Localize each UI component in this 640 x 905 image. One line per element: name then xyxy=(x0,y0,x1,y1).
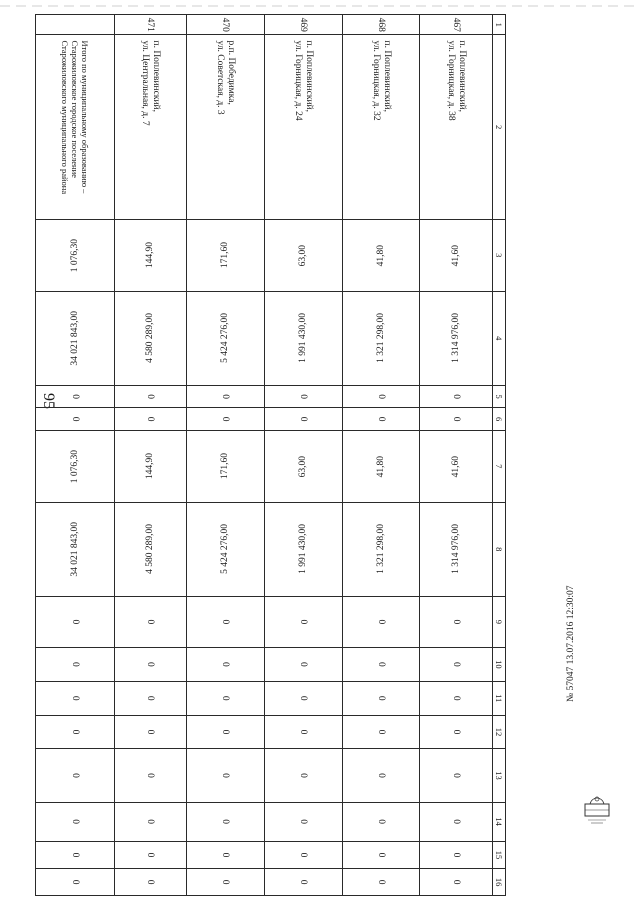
area-value: 171,60 xyxy=(220,242,231,269)
page-number: 95 xyxy=(40,393,57,409)
cell-c10: 0 xyxy=(36,648,115,682)
cell-c9: 0 xyxy=(187,596,265,647)
cost-cell xyxy=(420,291,493,385)
address-line-1: р.п. Победимка, xyxy=(226,40,237,105)
area-cell xyxy=(420,219,493,291)
area-cell xyxy=(265,219,343,291)
address-line-2: ул. Советская, д. 3 xyxy=(215,40,226,115)
cell-c13: 0 xyxy=(187,749,265,802)
cost-cell xyxy=(420,502,493,596)
table-row xyxy=(420,15,493,896)
address-line-2: ул. Горницкая, д. 32 xyxy=(371,40,381,121)
column-number-12: 12 xyxy=(493,715,506,749)
cell-c16: 0 xyxy=(187,869,265,896)
cell-c15: 0 xyxy=(187,841,265,869)
area-value: 41,80 xyxy=(376,244,386,266)
cell-c6: 0 xyxy=(36,408,115,431)
table-row xyxy=(115,15,187,896)
table-row xyxy=(265,15,343,896)
column-number-4: 4 xyxy=(493,291,506,385)
cell-c16: 0 xyxy=(36,869,115,896)
cell-c10: 0 xyxy=(343,648,420,682)
area-cell xyxy=(115,219,187,291)
cost-cell xyxy=(187,502,265,596)
cell-c12: 0 xyxy=(36,715,115,749)
cell-c12: 0 xyxy=(343,715,420,749)
column-number-6: 6 xyxy=(493,408,506,431)
column-number-1: 1 xyxy=(493,15,506,35)
area-value: 63,00 xyxy=(298,455,309,477)
address-line-2: ул. Горницкая, д. 24 xyxy=(293,40,304,121)
cell-c13: 0 xyxy=(115,749,187,802)
publisher-stamp-icon xyxy=(582,790,612,826)
cell-c5: 0 xyxy=(265,385,343,408)
cost-value: 1 991 430,00 xyxy=(298,524,309,575)
cell-c12: 0 xyxy=(265,715,343,749)
cell-c16: 0 xyxy=(343,869,420,896)
document-table-rotated xyxy=(57,14,506,896)
total-cost-value: 34 021 843,00 xyxy=(70,521,80,577)
area-value: 171,60 xyxy=(220,453,231,480)
cost-cell xyxy=(36,502,115,596)
scan-edge-line xyxy=(0,3,640,9)
table-header-row xyxy=(493,15,506,896)
cell-c15: 0 xyxy=(36,841,115,869)
area-cell xyxy=(265,430,343,502)
cost-cell xyxy=(36,291,115,385)
cell-c9: 0 xyxy=(265,596,343,647)
total-label: Итого по муниципальному образованию – Старожиловское городское поселение Старожиловского муниципального района xyxy=(36,35,115,219)
cell-c9: 0 xyxy=(343,596,420,647)
cell-c13: 0 xyxy=(420,749,493,802)
row-number: 468 xyxy=(343,15,420,35)
cell-c16: 0 xyxy=(265,869,343,896)
total-area-value: 1 076,30 xyxy=(70,238,80,272)
cell-c5: 0 xyxy=(187,385,265,408)
address-cell xyxy=(265,35,343,219)
area-cell xyxy=(36,219,115,291)
row-number: 470 xyxy=(187,15,265,35)
cell-c16: 0 xyxy=(115,869,187,896)
renovation-table xyxy=(35,14,506,896)
cell-c6: 0 xyxy=(343,408,420,431)
address-cell xyxy=(187,35,265,219)
address-line-1: п. Поплевинский, xyxy=(457,40,467,112)
cell-c10: 0 xyxy=(187,648,265,682)
cell-c14: 0 xyxy=(115,802,187,841)
column-number-13: 13 xyxy=(493,749,506,802)
address-line-1: п. Поплевинский, xyxy=(304,40,315,112)
cell-c6: 0 xyxy=(115,408,187,431)
cell-c10: 0 xyxy=(265,648,343,682)
cell-c5: 0 xyxy=(36,385,115,408)
column-number-5: 5 xyxy=(493,385,506,408)
cost-value: 1 991 430,00 xyxy=(298,313,309,364)
cell-c6: 0 xyxy=(265,408,343,431)
area-value: 41,60 xyxy=(451,455,461,477)
area-value: 144,90 xyxy=(145,242,156,269)
area-cell xyxy=(343,219,420,291)
column-number-16: 16 xyxy=(493,869,506,896)
cell-c11: 0 xyxy=(36,681,115,715)
cell-c6: 0 xyxy=(420,408,493,431)
column-number-14: 14 xyxy=(493,802,506,841)
column-number-2: 2 xyxy=(493,35,506,219)
cell-c12: 0 xyxy=(187,715,265,749)
cell-c12: 0 xyxy=(420,715,493,749)
cell-c11: 0 xyxy=(265,681,343,715)
cell-c6: 0 xyxy=(187,408,265,431)
cell-c9: 0 xyxy=(36,596,115,647)
area-value: 63,00 xyxy=(298,244,309,266)
column-number-7: 7 xyxy=(493,430,506,502)
cost-cell xyxy=(265,291,343,385)
area-value: 41,80 xyxy=(376,455,386,477)
cell-c15: 0 xyxy=(265,841,343,869)
cell-c15: 0 xyxy=(420,841,493,869)
area-cell xyxy=(187,430,265,502)
area-cell xyxy=(343,430,420,502)
cost-cell xyxy=(343,291,420,385)
cell-c10: 0 xyxy=(115,648,187,682)
registration-footer: № 57047 13.07.2016 12:30:07 xyxy=(566,585,576,702)
table-row xyxy=(187,15,265,896)
area-cell xyxy=(115,430,187,502)
cell-c13: 0 xyxy=(36,749,115,802)
cell-c11: 0 xyxy=(420,681,493,715)
cost-value: 5 424 276,00 xyxy=(220,524,231,575)
address-cell xyxy=(115,35,187,219)
area-cell xyxy=(420,430,493,502)
total-cost-value: 34 021 843,00 xyxy=(70,310,80,366)
cell-c14: 0 xyxy=(343,802,420,841)
cell-c11: 0 xyxy=(343,681,420,715)
cost-value: 1 314 976,00 xyxy=(451,524,461,575)
cell-c13: 0 xyxy=(265,749,343,802)
row-number-empty xyxy=(36,15,115,35)
address-line-2: ул. Центральная, д. 7 xyxy=(140,40,151,126)
column-number-8: 8 xyxy=(493,502,506,596)
column-number-3: 3 xyxy=(493,219,506,291)
cell-c12: 0 xyxy=(115,715,187,749)
cell-c9: 0 xyxy=(420,596,493,647)
cost-cell xyxy=(115,291,187,385)
total-area-value: 1 076,30 xyxy=(70,449,80,483)
cell-c5: 0 xyxy=(115,385,187,408)
cost-value: 1 321 298,00 xyxy=(376,524,386,575)
cell-c13: 0 xyxy=(343,749,420,802)
cell-c15: 0 xyxy=(343,841,420,869)
cell-c10: 0 xyxy=(420,648,493,682)
cell-c14: 0 xyxy=(420,802,493,841)
cost-value: 4 580 289,00 xyxy=(145,313,156,364)
table-row xyxy=(343,15,420,896)
area-value: 41,60 xyxy=(451,244,461,266)
row-number: 467 xyxy=(420,15,493,35)
row-number: 469 xyxy=(265,15,343,35)
column-number-10: 10 xyxy=(493,648,506,682)
address-line-1: п. Поплевинский, xyxy=(382,40,392,112)
cell-c14: 0 xyxy=(36,802,115,841)
cost-cell xyxy=(187,291,265,385)
cost-cell xyxy=(115,502,187,596)
total-row xyxy=(36,15,115,896)
cell-c15: 0 xyxy=(115,841,187,869)
cell-c14: 0 xyxy=(187,802,265,841)
cost-value: 1 314 976,00 xyxy=(451,313,461,364)
cell-c9: 0 xyxy=(115,596,187,647)
cost-value: 5 424 276,00 xyxy=(220,313,231,364)
cost-cell xyxy=(343,502,420,596)
cost-cell xyxy=(265,502,343,596)
cell-c5: 0 xyxy=(420,385,493,408)
address-cell xyxy=(420,35,493,219)
row-number: 471 xyxy=(115,15,187,35)
cell-c14: 0 xyxy=(265,802,343,841)
cell-c16: 0 xyxy=(420,869,493,896)
address-line-2: ул. Горницкая, д. 38 xyxy=(446,40,456,121)
cell-c5: 0 xyxy=(343,385,420,408)
cost-value: 4 580 289,00 xyxy=(145,524,156,575)
address-line-1: п. Поплевинский, xyxy=(151,40,162,112)
column-number-15: 15 xyxy=(493,841,506,869)
area-cell xyxy=(187,219,265,291)
area-value: 144,90 xyxy=(145,453,156,480)
address-cell xyxy=(343,35,420,219)
column-number-9: 9 xyxy=(493,596,506,647)
column-number-11: 11 xyxy=(493,681,506,715)
cell-c11: 0 xyxy=(115,681,187,715)
area-cell xyxy=(36,430,115,502)
cell-c11: 0 xyxy=(187,681,265,715)
cost-value: 1 321 298,00 xyxy=(376,313,386,364)
